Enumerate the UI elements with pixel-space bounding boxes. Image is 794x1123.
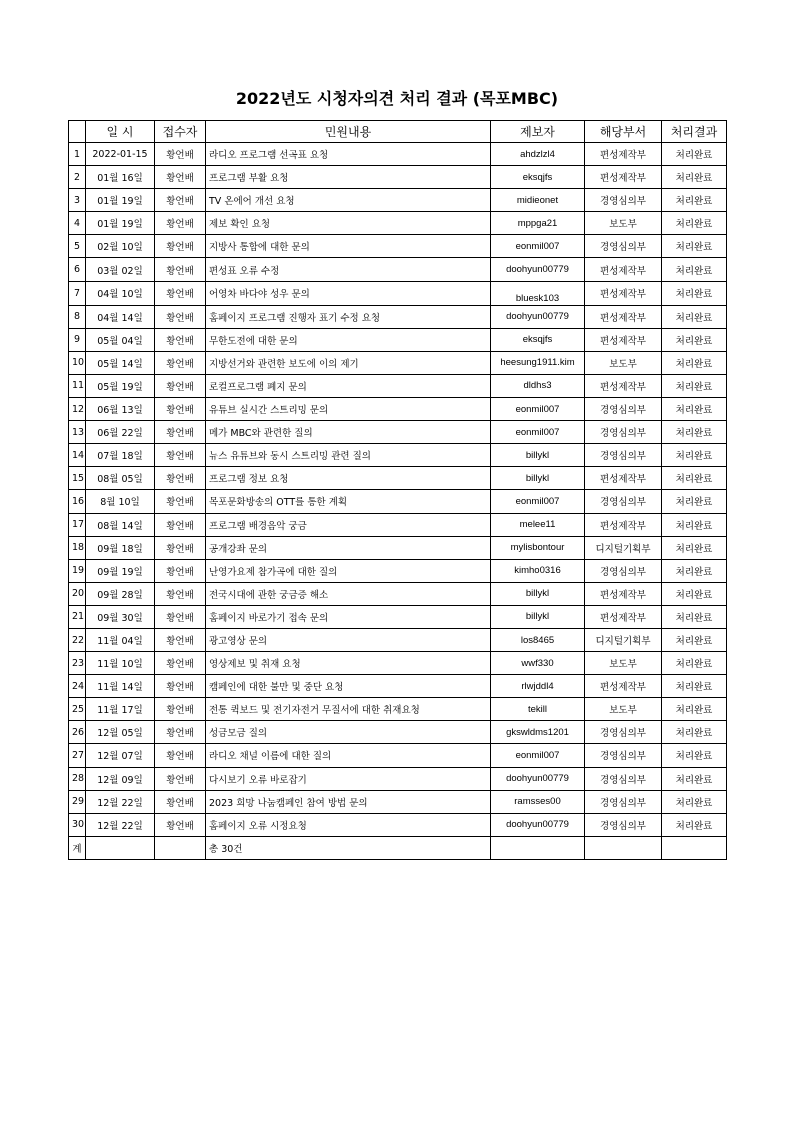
row-number: 4 (69, 212, 86, 235)
reporter-cell: ramsses00 (491, 790, 585, 813)
row-number: 12 (69, 398, 86, 421)
date-cell: 08월 14일 (86, 513, 155, 536)
row-number: 9 (69, 328, 86, 351)
reporter-cell: dldhs3 (491, 374, 585, 397)
table-row (69, 490, 727, 513)
receiver-cell: 황언배 (155, 143, 206, 166)
date-cell: 12월 22일 (86, 790, 155, 813)
receiver-cell: 황언배 (155, 513, 206, 536)
reporter-cell: midieonet (491, 189, 585, 212)
empty-cell (491, 836, 585, 859)
row-number: 13 (69, 421, 86, 444)
reporter-cell: heesung1911.kim (491, 351, 585, 374)
dept-cell: 편성제작부 (585, 281, 662, 305)
table-row (69, 790, 727, 813)
receiver-cell: 황언배 (155, 351, 206, 374)
date-cell: 05월 04일 (86, 328, 155, 351)
date-cell: 06월 13일 (86, 398, 155, 421)
row-number: 14 (69, 444, 86, 467)
receiver-cell: 황언배 (155, 421, 206, 444)
date-cell: 09월 30일 (86, 605, 155, 628)
row-number: 24 (69, 675, 86, 698)
reporter-cell: melee11 (491, 513, 585, 536)
row-number: 16 (69, 490, 86, 513)
date-cell: 09월 19일 (86, 559, 155, 582)
reporter-cell: doohyun00779 (491, 767, 585, 790)
reporter-cell: doohyun00779 (491, 258, 585, 281)
row-number: 2 (69, 166, 86, 189)
result-cell: 처리완료 (662, 374, 727, 397)
content-cell: 홈페이지 오류 시정요청 (206, 813, 491, 836)
col-header-result: 처리결과 (662, 121, 727, 143)
total-label: 계 (69, 836, 86, 859)
dept-cell: 보도부 (585, 652, 662, 675)
table-row (69, 235, 727, 258)
receiver-cell: 황언배 (155, 813, 206, 836)
dept-cell: 편성제작부 (585, 675, 662, 698)
col-header-dept: 해당부서 (585, 121, 662, 143)
receiver-cell: 황언배 (155, 698, 206, 721)
table-row (69, 398, 727, 421)
empty-cell (662, 836, 727, 859)
row-number: 8 (69, 305, 86, 328)
total-count: 총 30건 (206, 836, 491, 859)
table-row (69, 744, 727, 767)
content-cell: 공개강좌 문의 (206, 536, 491, 559)
date-cell: 03월 02일 (86, 258, 155, 281)
reporter-cell: billykl (491, 605, 585, 628)
date-cell: 06월 22일 (86, 421, 155, 444)
content-cell: 성금모금 질의 (206, 721, 491, 744)
row-number: 11 (69, 374, 86, 397)
empty-cell (86, 836, 155, 859)
dept-cell: 경영심의부 (585, 235, 662, 258)
date-cell: 09월 18일 (86, 536, 155, 559)
col-header-date: 일 시 (86, 121, 155, 143)
row-number: 29 (69, 790, 86, 813)
date-cell: 05월 19일 (86, 374, 155, 397)
content-cell: 지방사 통합에 대한 문의 (206, 235, 491, 258)
reporter-cell: bluesk103 (491, 281, 585, 305)
dept-cell: 보도부 (585, 351, 662, 374)
reporter-cell: billykl (491, 467, 585, 490)
content-cell: 목포문화방송의 OTT를 통한 계획 (206, 490, 491, 513)
receiver-cell: 황언배 (155, 790, 206, 813)
reporter-cell: doohyun00779 (491, 813, 585, 836)
receiver-cell: 황언배 (155, 744, 206, 767)
content-cell: 2023 희망 나눔캠페인 참여 방법 문의 (206, 790, 491, 813)
reporter-cell: rlwjddl4 (491, 675, 585, 698)
row-number: 19 (69, 559, 86, 582)
dept-cell: 경영심의부 (585, 559, 662, 582)
result-cell: 처리완료 (662, 790, 727, 813)
reporter-cell: eksqjfs (491, 166, 585, 189)
receiver-cell: 황언배 (155, 328, 206, 351)
date-cell: 04월 14일 (86, 305, 155, 328)
receiver-cell: 황언배 (155, 374, 206, 397)
table-row (69, 698, 727, 721)
result-cell: 처리완료 (662, 444, 727, 467)
reporter-cell: wwf330 (491, 652, 585, 675)
content-cell: 로컬프로그램 폐지 문의 (206, 374, 491, 397)
date-cell: 09월 28일 (86, 582, 155, 605)
content-cell: 캠페인에 대한 불만 및 중단 요청 (206, 675, 491, 698)
result-cell: 처리완료 (662, 258, 727, 281)
row-number: 26 (69, 721, 86, 744)
result-cell: 처리완료 (662, 813, 727, 836)
table-row (69, 767, 727, 790)
dept-cell: 보도부 (585, 698, 662, 721)
content-cell: 라디오 채널 이름에 대한 질의 (206, 744, 491, 767)
result-cell: 처리완료 (662, 398, 727, 421)
row-number: 6 (69, 258, 86, 281)
dept-cell: 디지털기획부 (585, 628, 662, 651)
row-number: 22 (69, 628, 86, 651)
dept-cell: 경영심의부 (585, 813, 662, 836)
table-row (69, 605, 727, 628)
reporter-cell: billykl (491, 444, 585, 467)
row-number: 15 (69, 467, 86, 490)
date-cell: 07월 18일 (86, 444, 155, 467)
dept-cell: 경영심의부 (585, 767, 662, 790)
col-header-no (69, 121, 86, 143)
table-row (69, 258, 727, 281)
date-cell: 01월 16일 (86, 166, 155, 189)
receiver-cell: 황언배 (155, 467, 206, 490)
row-number: 18 (69, 536, 86, 559)
reporter-cell: los8465 (491, 628, 585, 651)
date-cell: 11월 10일 (86, 652, 155, 675)
date-cell: 2022-01-15 (86, 143, 155, 166)
table-body (69, 143, 727, 837)
table-row (69, 212, 727, 235)
table-row (69, 628, 727, 651)
table-row (69, 559, 727, 582)
content-cell: 전통 퀵보드 및 전기자전거 무질서에 대한 취재요청 (206, 698, 491, 721)
receiver-cell: 황언배 (155, 721, 206, 744)
reporter-cell: ahdzlzl4 (491, 143, 585, 166)
content-cell: 홈페이지 프로그램 진행자 표기 수정 요청 (206, 305, 491, 328)
dept-cell: 경영심의부 (585, 790, 662, 813)
dept-cell: 경영심의부 (585, 421, 662, 444)
content-cell: 광고영상 문의 (206, 628, 491, 651)
content-cell: 다시보기 오류 바로잡기 (206, 767, 491, 790)
result-cell: 처리완료 (662, 351, 727, 374)
result-cell: 처리완료 (662, 652, 727, 675)
content-cell: 무한도전에 대한 문의 (206, 328, 491, 351)
receiver-cell: 황언배 (155, 536, 206, 559)
table-row (69, 582, 727, 605)
receiver-cell: 황언배 (155, 281, 206, 305)
receiver-cell: 황언배 (155, 189, 206, 212)
dept-cell: 편성제작부 (585, 374, 662, 397)
receiver-cell: 황언배 (155, 675, 206, 698)
receiver-cell: 황언배 (155, 767, 206, 790)
content-cell: 지방선거와 관련한 보도에 이의 제기 (206, 351, 491, 374)
receiver-cell: 황언배 (155, 628, 206, 651)
row-number: 7 (69, 281, 86, 305)
content-cell: TV 온에어 개선 요청 (206, 189, 491, 212)
table-row (69, 143, 727, 166)
dept-cell: 편성제작부 (585, 305, 662, 328)
row-number: 27 (69, 744, 86, 767)
date-cell: 11월 17일 (86, 698, 155, 721)
reporter-cell: mppga21 (491, 212, 585, 235)
date-cell: 12월 09일 (86, 767, 155, 790)
result-cell: 처리완료 (662, 513, 727, 536)
table-row (69, 351, 727, 374)
date-cell: 02월 10일 (86, 235, 155, 258)
result-cell: 처리완료 (662, 305, 727, 328)
content-cell: 영상제보 및 취재 요청 (206, 652, 491, 675)
result-cell: 처리완료 (662, 490, 727, 513)
reporter-cell: doohyun00779 (491, 305, 585, 328)
table-row (69, 721, 727, 744)
table-row (69, 675, 727, 698)
result-cell: 처리완료 (662, 744, 727, 767)
date-cell: 04월 10일 (86, 281, 155, 305)
reporter-cell: eonmil007 (491, 744, 585, 767)
dept-cell: 경영심의부 (585, 189, 662, 212)
date-cell: 11월 04일 (86, 628, 155, 651)
date-cell: 01월 19일 (86, 212, 155, 235)
dept-cell: 보도부 (585, 212, 662, 235)
dept-cell: 디지털기획부 (585, 536, 662, 559)
content-cell: 뉴스 유튜브와 동시 스트리밍 관련 질의 (206, 444, 491, 467)
result-cell: 처리완료 (662, 559, 727, 582)
col-header-reporter: 제보자 (491, 121, 585, 143)
date-cell: 12월 05일 (86, 721, 155, 744)
col-header-content: 민원내용 (206, 121, 491, 143)
reporter-cell: gkswldms1201 (491, 721, 585, 744)
result-cell: 처리완료 (662, 605, 727, 628)
receiver-cell: 황언배 (155, 258, 206, 281)
table-row (69, 813, 727, 836)
table-row (69, 536, 727, 559)
content-cell: 전국시대에 관한 궁금증 해소 (206, 582, 491, 605)
content-cell: 난영가요제 참가곡에 대한 질의 (206, 559, 491, 582)
table-row (69, 467, 727, 490)
date-cell: 08월 05일 (86, 467, 155, 490)
result-cell: 처리완료 (662, 235, 727, 258)
dept-cell: 경영심의부 (585, 744, 662, 767)
result-cell: 처리완료 (662, 767, 727, 790)
dept-cell: 편성제작부 (585, 143, 662, 166)
result-cell: 처리완료 (662, 212, 727, 235)
reporter-cell: eonmil007 (491, 490, 585, 513)
receiver-cell: 황언배 (155, 444, 206, 467)
result-cell: 처리완료 (662, 721, 727, 744)
row-number: 21 (69, 605, 86, 628)
date-cell: 8월 10일 (86, 490, 155, 513)
receiver-cell: 황언배 (155, 212, 206, 235)
date-cell: 11월 14일 (86, 675, 155, 698)
result-cell: 처리완료 (662, 628, 727, 651)
dept-cell: 편성제작부 (585, 258, 662, 281)
result-cell: 처리완료 (662, 582, 727, 605)
receiver-cell: 황언배 (155, 235, 206, 258)
empty-cell (155, 836, 206, 859)
receiver-cell: 황언배 (155, 305, 206, 328)
row-number: 30 (69, 813, 86, 836)
table-row (69, 652, 727, 675)
content-cell: 어영차 바다야 성우 문의 (206, 281, 491, 305)
table-row (69, 281, 727, 305)
row-number: 23 (69, 652, 86, 675)
result-cell: 처리완료 (662, 421, 727, 444)
row-number: 17 (69, 513, 86, 536)
content-cell: 편성표 오류 수정 (206, 258, 491, 281)
dept-cell: 경영심의부 (585, 444, 662, 467)
result-cell: 처리완료 (662, 166, 727, 189)
content-cell: 프로그램 배경음악 궁금 (206, 513, 491, 536)
date-cell: 01월 19일 (86, 189, 155, 212)
header-row (69, 121, 727, 143)
dept-cell: 경영심의부 (585, 398, 662, 421)
receiver-cell: 황언배 (155, 166, 206, 189)
empty-cell (585, 836, 662, 859)
result-cell: 처리완료 (662, 143, 727, 166)
dept-cell: 편성제작부 (585, 166, 662, 189)
dept-cell: 편성제작부 (585, 513, 662, 536)
reporter-cell: eonmil007 (491, 421, 585, 444)
receiver-cell: 황언배 (155, 652, 206, 675)
date-cell: 12월 07일 (86, 744, 155, 767)
row-number: 28 (69, 767, 86, 790)
dept-cell: 편성제작부 (585, 582, 662, 605)
result-cell: 처리완료 (662, 328, 727, 351)
dept-cell: 경영심의부 (585, 490, 662, 513)
total-row (69, 836, 727, 859)
content-cell: 홈페이지 바로가기 접속 문의 (206, 605, 491, 628)
content-cell: 제보 확인 요청 (206, 212, 491, 235)
table-row (69, 444, 727, 467)
result-cell: 처리완료 (662, 698, 727, 721)
result-cell: 처리완료 (662, 536, 727, 559)
complaint-table (68, 120, 727, 860)
reporter-cell: tekill (491, 698, 585, 721)
table-row (69, 305, 727, 328)
table-row (69, 421, 727, 444)
reporter-cell: eonmil007 (491, 398, 585, 421)
dept-cell: 경영심의부 (585, 721, 662, 744)
reporter-cell: kimho0316 (491, 559, 585, 582)
table-row (69, 374, 727, 397)
reporter-cell: eksqjfs (491, 328, 585, 351)
col-header-receiver: 접수자 (155, 121, 206, 143)
content-cell: 프로그램 정보 요청 (206, 467, 491, 490)
row-number: 20 (69, 582, 86, 605)
content-cell: 유튜브 실시간 스트리밍 문의 (206, 398, 491, 421)
content-cell: 프로그램 부활 요청 (206, 166, 491, 189)
dept-cell: 편성제작부 (585, 605, 662, 628)
reporter-cell: mylisbontour (491, 536, 585, 559)
row-number: 10 (69, 351, 86, 374)
table-row (69, 328, 727, 351)
table-row (69, 189, 727, 212)
receiver-cell: 황언배 (155, 582, 206, 605)
receiver-cell: 황언배 (155, 398, 206, 421)
content-cell: 메가 MBC와 관련한 질의 (206, 421, 491, 444)
receiver-cell: 황언배 (155, 490, 206, 513)
row-number: 25 (69, 698, 86, 721)
result-cell: 처리완료 (662, 189, 727, 212)
result-cell: 처리완료 (662, 281, 727, 305)
row-number: 3 (69, 189, 86, 212)
table-row (69, 513, 727, 536)
row-number: 1 (69, 143, 86, 166)
receiver-cell: 황언배 (155, 605, 206, 628)
page-title: 2022년도 시청자의견 처리 결과 (목포MBC) (235, 89, 559, 108)
result-cell: 처리완료 (662, 467, 727, 490)
receiver-cell: 황언배 (155, 559, 206, 582)
reporter-cell: billykl (491, 582, 585, 605)
dept-cell: 편성제작부 (585, 328, 662, 351)
table-row (69, 166, 727, 189)
row-number: 5 (69, 235, 86, 258)
date-cell: 12월 22일 (86, 813, 155, 836)
result-cell: 처리완료 (662, 675, 727, 698)
reporter-cell: eonmil007 (491, 235, 585, 258)
date-cell: 05월 14일 (86, 351, 155, 374)
content-cell: 라디오 프로그램 선곡표 요청 (206, 143, 491, 166)
dept-cell: 편성제작부 (585, 467, 662, 490)
